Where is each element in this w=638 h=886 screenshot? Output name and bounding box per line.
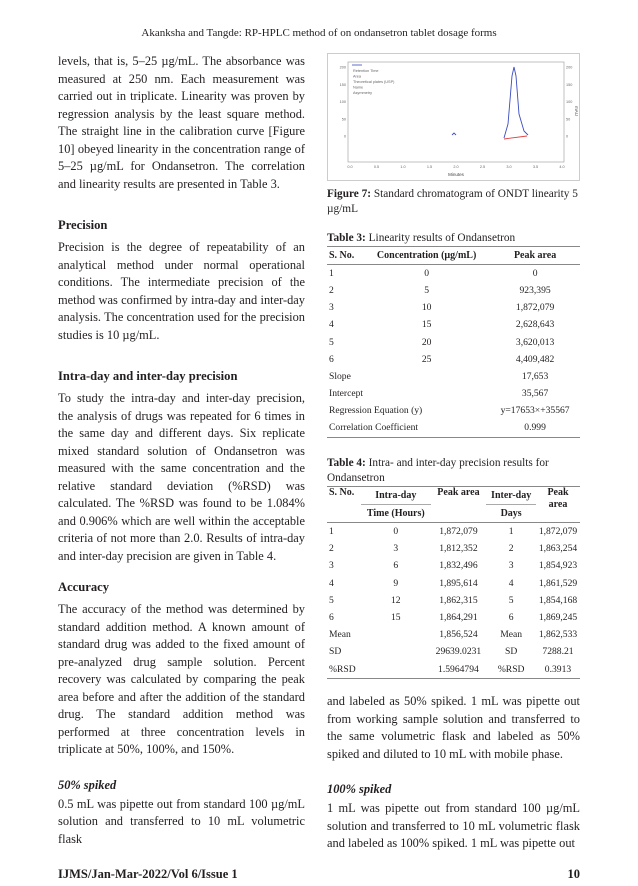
table-cell: 5 [424, 284, 429, 296]
table-row [327, 661, 580, 679]
table-row [327, 609, 580, 626]
y-tick-label-right: 100 [566, 100, 573, 105]
table-cell: 1 [508, 526, 514, 538]
table-cell: 3 [393, 543, 399, 555]
table-row [327, 300, 580, 317]
table-row [327, 334, 580, 351]
figure-caption: Figure 7: Standard chromatogram of ONDT linearity 5 µg/mL [327, 188, 578, 215]
table-cell: 4 [329, 577, 334, 589]
table-cell: 6 [329, 611, 334, 623]
table-row [327, 541, 580, 558]
footer [0, 853, 580, 886]
table-cell: 1,869,245 [538, 611, 578, 623]
table-row [327, 575, 580, 592]
table-cell: 1,864,291 [439, 611, 478, 623]
col-header: S. No. [329, 487, 355, 499]
table-row [327, 592, 580, 609]
table-cell [361, 644, 431, 661]
y-tick-label-left: 0 [343, 134, 346, 139]
table-cell: Slope [329, 370, 351, 382]
table-cell: 1.5964794 [438, 663, 479, 675]
table-cell: 25 [421, 353, 432, 365]
col-header: Intra-day [361, 487, 431, 505]
table-row [327, 558, 580, 575]
table-cell: 1,862,533 [538, 629, 578, 641]
spiked-100-heading: 100% spiked [327, 782, 392, 797]
table-cell: 3 [329, 560, 334, 572]
table-cell: 12 [390, 594, 401, 606]
table-cell: %RSD [497, 663, 525, 675]
table-cell: 923,395 [519, 284, 551, 296]
table-cell: 0 [393, 526, 399, 538]
table-cell: 2 [329, 543, 334, 555]
y-tick-label-right: 50 [566, 117, 571, 122]
x-tick-label: 1.5 [426, 165, 433, 169]
y-tick-label-left: 50 [341, 117, 346, 122]
linearity-paragraph: levels, that is, 5–25 µg/mL. The absorbance was measured at 250 nm. Each measurement was carried out in triplicate. Linearity was proven by regression analysis by the least square method. The straight line in the calibration curve [Figure 10] obeyed linearity in the concentration range of 5–25 µg/mL for Ondansetron. The correlation and linearity results are presented in Table 3. [58, 54, 305, 191]
table-cell: 6 [508, 611, 514, 623]
col-header: Concentration (µg/mL) [376, 249, 477, 261]
table-cell: 5 [329, 594, 334, 606]
x-tick-label: 4.0 [559, 165, 565, 169]
legend-item: Asymmetry [353, 91, 372, 95]
table-row [327, 351, 580, 368]
table-cell: SD [505, 646, 518, 658]
table3-caption: Table 3: Linearity results of Ondansetron [327, 232, 516, 244]
col-header: Peak area [437, 487, 480, 499]
baseline-marker [504, 136, 527, 139]
y-tick-label-left: 150 [339, 82, 346, 87]
table-cell: 1,895,614 [439, 577, 478, 589]
table-cell: 4 [329, 319, 334, 331]
y-axis-label: mAU [574, 106, 579, 116]
table-cell: 1 [329, 267, 334, 279]
table-row [327, 523, 580, 541]
y-tick-label-left: 100 [339, 100, 346, 105]
x-tick-label: 3.0 [506, 165, 512, 169]
table-cell: 5 [329, 336, 334, 348]
right-column [327, 53, 580, 853]
table-row [327, 265, 580, 283]
x-tick-label: 1.0 [400, 165, 406, 169]
table-cell: 1,812,352 [439, 543, 478, 555]
intra-inter-heading: Intra-day and inter-day precision [58, 369, 238, 383]
table-cell: %RSD [329, 663, 356, 675]
x-axis-label: Minutes [448, 172, 464, 177]
table-cell: y=17653×+35567 [500, 405, 570, 417]
table-cell: SD [329, 646, 342, 658]
table-cell: 2,628,643 [515, 319, 555, 331]
table-cell: 1,872,079 [538, 526, 578, 538]
precision-paragraph: Precision is the degree of repeatability of an analytical method under normal operational conditions. The intermediate precision of the method was confirmed by intra-day and inter-day analysis. The concentration used for the precision studies is 10 µg/mL. [58, 240, 305, 342]
x-tick-label: 3.5 [532, 165, 539, 169]
col-header: Peak area [513, 249, 557, 261]
table-cell: 35,567 [521, 388, 549, 400]
table-cell: 5 [508, 594, 514, 606]
x-tick-label: 2.5 [479, 165, 486, 169]
table-cell: 0 [532, 267, 538, 279]
table-cell: 15 [421, 319, 432, 331]
table-row [327, 368, 580, 385]
x-tick-label: 0.5 [373, 165, 380, 169]
linearity-table [327, 246, 580, 438]
table-cell: 4,409,482 [515, 353, 555, 365]
left-column [58, 53, 305, 848]
table-row [327, 420, 580, 438]
col-header: Peak area [547, 487, 569, 511]
chromatogram-plot [328, 54, 579, 180]
table-cell: 10 [421, 302, 432, 314]
table-cell: 1,832,496 [439, 560, 478, 572]
col-header: Time (Hours) [366, 507, 425, 519]
table-cell: 29639.0231 [435, 646, 482, 658]
table-cell: Mean [329, 629, 351, 641]
col-header: Inter-day [486, 487, 536, 505]
spiked-50-paragraph: 0.5 mL was pipette out from standard 100 µg/mL solution and transferred to 10 mL volumetric flask [58, 796, 305, 846]
col-header: S. No. [329, 249, 355, 261]
table-row [327, 403, 580, 420]
table4-caption: Table 4: Intra- and inter-day precision results for Ondansetron [327, 457, 549, 485]
table-cell: 0.3913 [544, 663, 572, 675]
chromatogram-figure [327, 53, 580, 181]
table-cell: 1,872,079 [439, 526, 478, 538]
table-cell: 17,653 [521, 370, 549, 382]
table-cell: 3,620,013 [515, 336, 555, 348]
table-cell: 1,872,079 [515, 302, 555, 314]
spiked-50-heading: 50% spiked [58, 777, 117, 792]
spiked-50-continued: and labeled as 50% spiked. 1 mL was pipette out from working sample solution and transferred to the same volumetric flask and labeled as 50% spiked and diluted to 10 mL with mobile phase. [327, 694, 580, 761]
y-tick-label-right: 0 [566, 134, 569, 139]
table-cell: 0 [424, 267, 429, 279]
x-tick-label: 0.0 [347, 165, 353, 169]
table-cell: 20 [421, 336, 432, 348]
table-cell: Intercept [329, 388, 364, 400]
y-tick-label-right: 150 [566, 82, 573, 87]
footer-journal: IJMS/Jan-Mar-2022/Vol 6/Issue 1 [58, 866, 238, 881]
table-cell: 6 [393, 560, 399, 572]
accuracy-heading: Accuracy [58, 580, 110, 594]
table-cell: 1,856,524 [439, 629, 478, 641]
table-cell: 1 [329, 526, 334, 538]
precision-table [327, 486, 580, 679]
table-row [327, 317, 580, 334]
table-cell: 15 [390, 611, 401, 623]
col-header: Days [500, 507, 522, 519]
legend-item: Theoretical plates (USP) [353, 80, 395, 84]
legend-item: Retention Time [353, 69, 379, 73]
table-cell: 1,854,923 [538, 560, 578, 572]
precision-heading: Precision [58, 218, 108, 232]
table-cell: 1,861,529 [538, 577, 578, 589]
running-header: Akanksha and Tangde: RP-HPLC method of on ondansetron tablet dosage forms [141, 27, 497, 39]
table-cell: 9 [393, 577, 399, 589]
legend-item: Name [353, 85, 364, 90]
chromatogram-trace [452, 67, 528, 138]
table-cell: 3 [329, 302, 334, 314]
x-tick-label: 2.0 [453, 165, 459, 169]
table-cell [361, 661, 431, 679]
intra-inter-paragraph: To study the intra-day and inter-day precision, the analysis of drugs was repeated for 6 times in the same day and different days. Six replicate mixed standard solution of Ondansetron was measured with the same concentration and the relative standard deviation (%RSD) was calculated. The %RSD was found to be 1.084% and 0.906% which are well within the acceptable criteria of not more than 2.0. Results of intra-day and inter-day precision are given in Table 4. [58, 391, 305, 563]
table-cell [361, 627, 431, 644]
spiked-100-paragraph: 1 mL was pipette out from standard 100 µg/mL solution and transferred to 10 mL volumetric flask and labeled as 100% spiked. 1 mL was pipette out [327, 801, 580, 851]
table-cell: 2 [329, 284, 334, 296]
page-number: 10 [567, 866, 580, 881]
y-tick-label-left: 200 [339, 65, 346, 70]
table-cell: 7288.21 [542, 646, 574, 658]
table-cell: Correlation Coefficient [329, 422, 419, 434]
two-column-body [0, 53, 638, 853]
table-row [327, 627, 580, 644]
table-cell: 4 [508, 577, 514, 589]
legend-item: Area [353, 74, 362, 79]
table-cell: 6 [329, 353, 334, 365]
table-cell: 1,862,315 [439, 594, 478, 606]
table-cell: 2 [508, 543, 514, 555]
y-tick-label-right: 200 [566, 65, 573, 70]
table-cell: 0.999 [524, 422, 546, 434]
plot-frame [348, 62, 564, 162]
table-cell: Regression Equation (y) [329, 405, 423, 417]
table-cell: 1,863,254 [538, 543, 578, 555]
table-row [327, 386, 580, 403]
table-row [327, 644, 580, 661]
table-row [327, 282, 580, 299]
table-cell: 1,854,168 [538, 594, 578, 606]
table-cell: 3 [508, 560, 514, 572]
table-cell: Mean [500, 629, 523, 641]
accuracy-paragraph: The accuracy of the method was determined by standard addition method. A known amount of standard drug was added to the fixed amount of pre-analyzed drug sample solution. Percent recovery was calculated by comparing the peak area before and after the addition of the standard drug. The standard addition method was performed at three concentration levels in triplicate at 50%, 100%, and 150%. [58, 602, 305, 756]
